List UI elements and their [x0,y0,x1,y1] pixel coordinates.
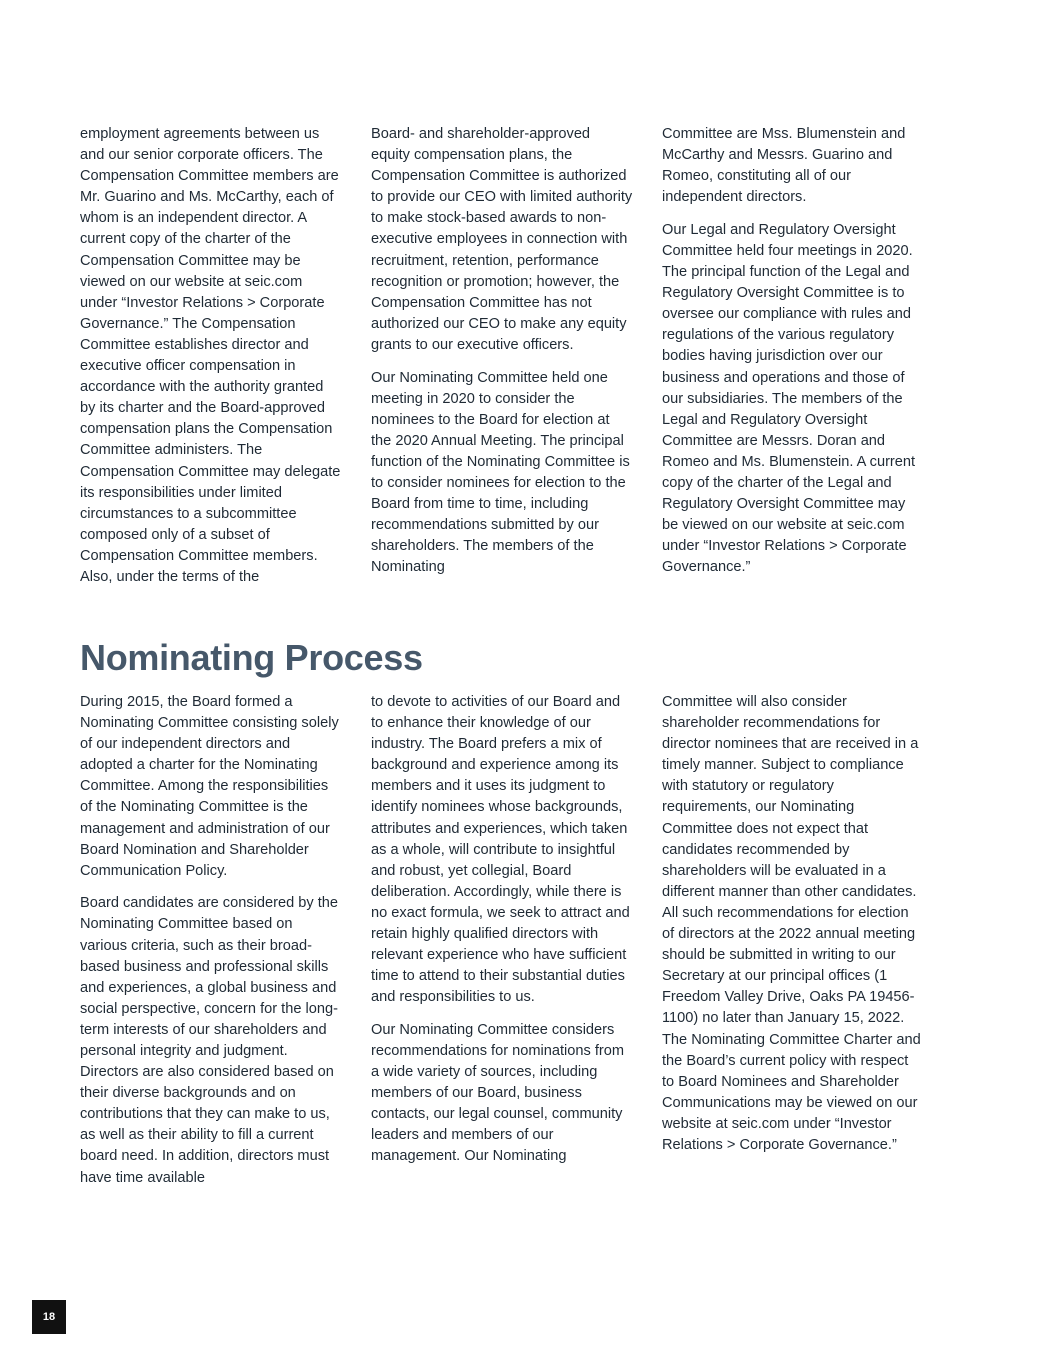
paragraph: to devote to activities of our Board and to enhance their knowledge of our industry. The Board prefers a mix of background and experience among its members and it uses its judgment to identify nominees whose backgrounds, attributes and experiences, which taken as a whole, will contribute to insightful and robust, yet collegial, Board deliberation. Accordingly, while there is no exact formula, we seek to attract and retain highly qualified directors with relevant experience who have sufficient time to attend to their substantial duties and responsibilities to us. [371,694,630,1006]
paragraph: Our Nominating Committee held one meeting in 2020 to consider the nominees to the Board for election at the 2020 Annual Meeting. The principal function of the Nominating Committee is to consider nominees for election to the Board from time to time, including recommendations submitted by our shareholders. The members of the Nominating [371,369,630,576]
section-heading: Nominating Process [80,637,423,678]
paragraph: During 2015, the Board formed a Nominating Committee consisting solely of our independent directors and adopted a charter for the Nominating Committee. Among the responsibilities of the Nominating Committee is the management and administration of our Board Nomination and Shareholder Communication Policy. [80,694,339,879]
nominating-column-2 [371,692,633,1168]
paragraph: Board- and shareholder-approved equity compensation plans, the Compensation Committee is authorized to provide our CEO with limited authority to make stock-based awards to non-executive employees in connection with recruitment, retention, performance recognition or promotion; however, the Compensation Committee has not authorized our CEO to make any equity grants to our executive officers. [371,126,633,353]
paragraph: Committee will also consider shareholder recommendations for director nominees that are received in a timely manner. Subject to compliance with statutory or regulatory requirements, our Nominating Committee does not expect that candidates recommended by shareholders will be evaluated in a different manner than other candidates. All such recommendations for election of directors at the 2022 annual meeting should be submitted in writing to our Secretary at our principal offices (1 Freedom Valley Drive, Oaks PA 19456-1100) no later than January 15, 2022. The Nominating Committee Charter and the Board’s current policy with respect to Board Nominees and Shareholder Communications may be viewed on our website at seic.com under “Investor Relations > Corporate Governance.” [662,694,921,1153]
nominating-column-1 [80,692,342,1189]
nominating-column-3 [662,692,924,1156]
top-column-3 [662,124,924,578]
top-column-2 [371,124,633,578]
paragraph: Board candidates are considered by the Nominating Committee based on various criteria, such as their broad-based business and professional skills and experiences, a global business and social perspective, concern for the long-term interests of our shareholders and personal integrity and judgment. Directors are also considered based on their diverse backgrounds and on contributions that they can make to us, as well as their ability to fill a current board need. In addition, directors must have time available [80,895,338,1186]
paragraph: Committee are Mss. Blumenstein and McCarthy and Messrs. Guarino and Romeo, constituting all of our independent directors. [662,126,906,206]
paragraph: Our Legal and Regulatory Oversight Committee held four meetings in 2020. The principal function of the Legal and Regulatory Oversight Committee is to oversee our compliance with rules and regulations of the various regulatory bodies having jurisdiction over our business and operations and those of our subsidiaries. The members of the Legal and Regulatory Oversight Committee are Messrs. Doran and Romeo and Ms. Blumenstein. A current copy of the charter of the Legal and Regulatory Oversight Committee may be viewed on our website at seic.com under “Investor Relations > Corporate Governance.” [662,221,916,576]
top-column-1 [80,124,342,588]
paragraph: employment agreements between us and our senior corporate officers. The Compensation Committee members are Mr. Guarino and Ms. McCarthy, each of whom is an independent director. A current copy of the charter of the Compensation Committee may be viewed on our website at seic.com under “Investor Relations > Corporate Governance.” The Compensation Committee establishes director and executive officer compensation in accordance with the authority granted by its charter and the Board-approved compensation plans the Compensation Committee administers. The Compensation Committee may delegate its responsibilities under limited circumstances to a subcommittee composed only of a subset of Compensation Committee members. Also, under the terms of the [80,126,341,585]
page-number: 18 [32,1300,66,1334]
paragraph: Our Nominating Committee considers recommendations for nominations from a wide variety of sources, including members of our Board, business contacts, our legal counsel, community leaders and members of our management. Our Nominating [371,1021,625,1165]
